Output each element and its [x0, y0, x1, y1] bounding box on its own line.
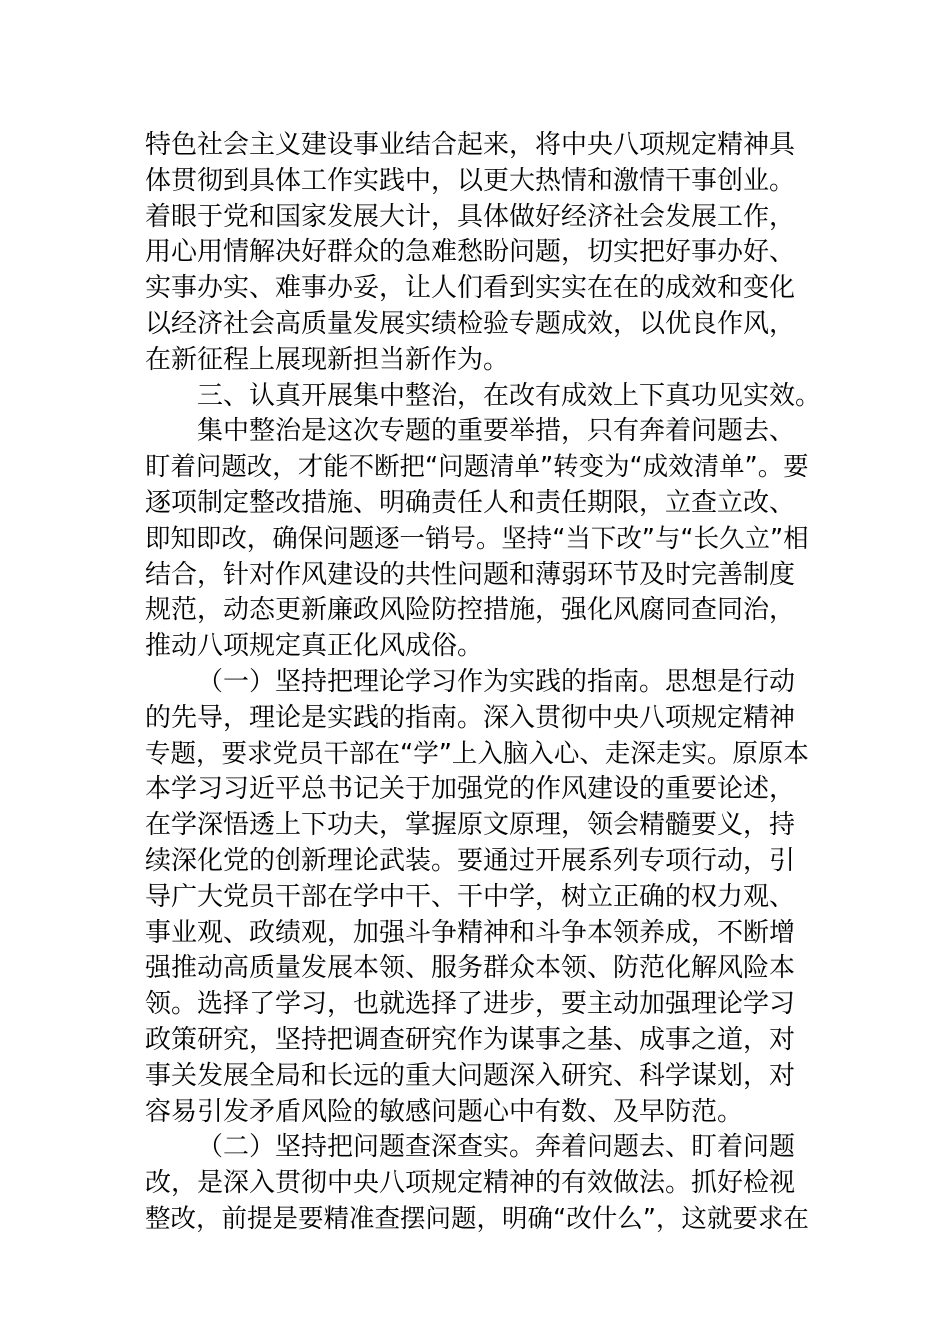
text-line: 续深化党的创新理论武装。要通过开展系列专项行动，引 — [145, 845, 796, 876]
text-line: 领。选择了学习，也就选择了进步，要主动加强理论学习 — [145, 989, 796, 1020]
text-line: 的先导，理论是实践的指南。深入贯彻中央八项规定精神 — [145, 702, 796, 733]
text-line: 特色社会主义建设事业结合起来，将中央八项规定精神具 — [145, 130, 796, 160]
section-heading — [145, 379, 822, 415]
text-line: 以经济社会高质量发展实绩检验专题成效，以优良作风， — [145, 308, 796, 339]
text-line: 用心用情解决好群众的急难愁盼问题，切实把好事办好、 — [145, 237, 796, 268]
text-line: 着眼于党和国家发展大计，具体做好经济社会发展工作， — [145, 201, 796, 232]
text-line: 结合，针对作风建设的共性问题和薄弱环节及时完善制度 — [145, 559, 796, 590]
text-line: 盯着问题改，才能不断把“问题清单”转变为“成效清单”。要 — [145, 452, 809, 483]
text-line: 集中整治是这次专题的重要举措，只有奔着问题去、 — [197, 416, 796, 447]
paragraph — [145, 414, 809, 665]
heading-line: 三、认真开展集中整治，在改有成效上下真功见实效。 — [197, 380, 822, 411]
text-line: 事关发展全局和长远的重大问题深入研究、科学谋划，对 — [145, 1060, 796, 1091]
text-line: 导广大党员干部在学中干、干中学，树立正确的权力观、 — [145, 881, 796, 912]
text-line: 事业观、政绩观，加强斗争精神和斗争本领养成，不断增 — [145, 917, 796, 948]
text-line: 改，是深入贯彻中央八项规定精神的有效做法。抓好检视 — [145, 1168, 796, 1199]
text-line: 即知即改，确保问题逐一销号。坚持“当下改”与“长久立”相 — [145, 523, 809, 554]
text-line: 强推动高质量发展本领、服务群众本领、防范化解风险本 — [145, 953, 796, 984]
text-line: 本学习习近平总书记关于加强党的作风建设的重要论述， — [145, 774, 796, 805]
document-body — [145, 128, 822, 1238]
text-line: 逐项制定整改措施、明确责任人和责任期限，立查立改、 — [145, 487, 796, 518]
text-line: 政策研究，坚持把调查研究作为谋事之基、成事之道，对 — [145, 1024, 796, 1055]
subsection-paragraph — [145, 1130, 809, 1237]
text-line: 在新征程上展现新担当新作为。 — [145, 344, 510, 375]
text-line: 规范，动态更新廉政风险防控措施，强化风腐同查同治， — [145, 595, 796, 626]
subsection-paragraph — [145, 665, 809, 1130]
text-line: 专题，要求党员干部在“学”上入脑入心、走深走实。原原本 — [145, 738, 809, 769]
text-line: 实事办实、难事办妥，让人们看到实实在在的成效和变化 — [145, 273, 796, 304]
text-line: 体贯彻到具体工作实践中，以更大热情和激情干事创业。 — [145, 165, 796, 196]
text-line: （二）坚持把问题查深查实。奔着问题去、盯着问题 — [197, 1132, 796, 1163]
text-line: 在学深悟透上下功夫，掌握原文原理，领会精髓要义，持 — [145, 810, 796, 841]
text-line: 容易引发矛盾风险的敏感问题心中有数、及早防范。 — [145, 1096, 744, 1127]
text-line: 推动八项规定真正化风成俗。 — [145, 631, 484, 662]
text-line: （一）坚持把理论学习作为实践的指南。思想是行动 — [197, 666, 796, 697]
text-line: 整改，前提是要精准查摆问题，明确“改什么”，这就要求在 — [145, 1203, 809, 1234]
paragraph-continuation — [145, 128, 809, 379]
